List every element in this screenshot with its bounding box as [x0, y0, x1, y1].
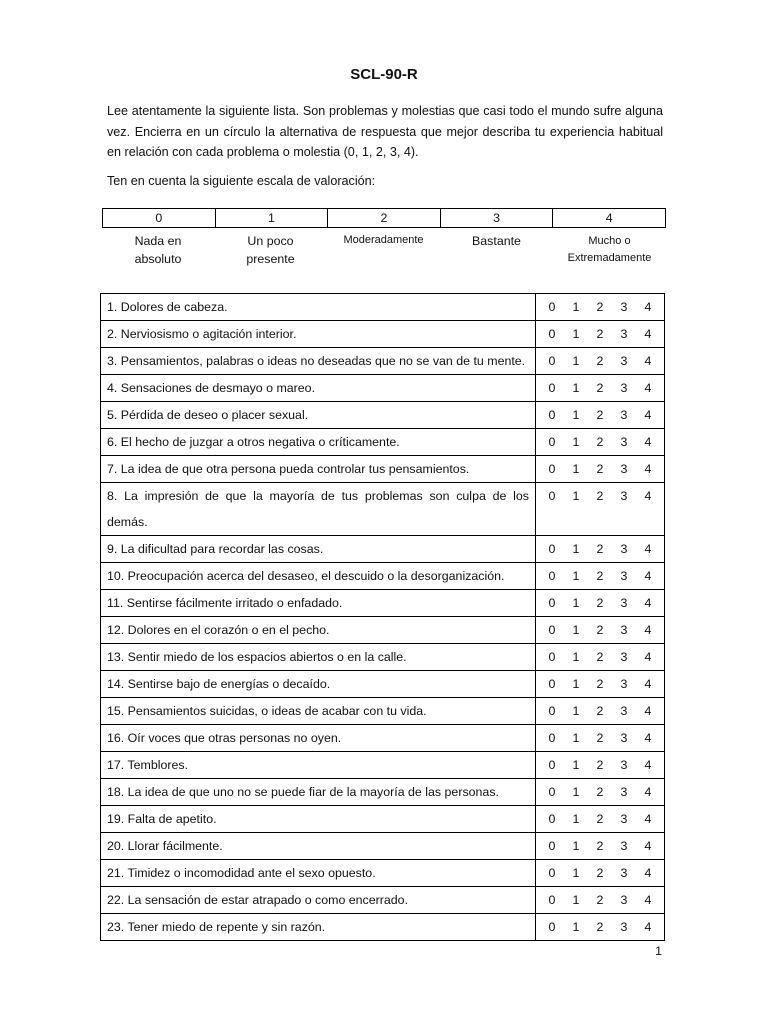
question-text: 16. Oír voces que otras personas no oyen. — [101, 725, 536, 752]
answer-options — [536, 698, 665, 725]
scale-label-3: Bastante — [472, 234, 521, 248]
answer-options — [536, 536, 665, 563]
question-row — [101, 590, 665, 617]
answer-options — [536, 779, 665, 806]
answer-option-2[interactable]: 2 — [596, 920, 604, 934]
question-text: 13. Sentir miedo de los espacios abiertos o en la calle. — [101, 644, 536, 671]
answer-option-4[interactable]: 4 — [644, 785, 652, 799]
answer-option-1[interactable]: 1 — [572, 812, 580, 826]
answer-option-0[interactable]: 0 — [548, 704, 556, 718]
answer-option-4[interactable]: 4 — [644, 489, 652, 503]
answer-option-4[interactable]: 4 — [644, 381, 652, 395]
answer-option-4[interactable]: 4 — [644, 300, 652, 314]
answer-option-4[interactable]: 4 — [644, 677, 652, 691]
question-row — [101, 806, 665, 833]
question-row — [101, 752, 665, 779]
answer-option-1[interactable]: 1 — [572, 408, 580, 422]
answer-options — [536, 429, 665, 456]
question-row — [101, 617, 665, 644]
answer-option-0[interactable]: 0 — [548, 489, 556, 503]
answer-option-0[interactable]: 0 — [548, 381, 556, 395]
answer-option-1[interactable]: 1 — [572, 893, 580, 907]
question-row — [101, 536, 665, 563]
answer-option-1[interactable]: 1 — [572, 623, 580, 637]
scale-number: 4 — [553, 209, 666, 228]
answer-option-4[interactable]: 4 — [644, 354, 652, 368]
page-title: SCL-90-R — [350, 66, 418, 83]
answer-option-0[interactable]: 0 — [548, 866, 556, 880]
answer-option-3[interactable]: 3 — [620, 462, 628, 476]
answer-option-3[interactable]: 3 — [620, 435, 628, 449]
answer-option-2[interactable]: 2 — [596, 785, 604, 799]
scale-label-4: Mucho o Extremadamente — [567, 235, 652, 264]
question-row — [101, 321, 665, 348]
scale-number: 0 — [103, 209, 216, 228]
answer-options — [536, 806, 665, 833]
answer-option-1[interactable]: 1 — [572, 354, 580, 368]
answer-option-0[interactable]: 0 — [548, 354, 556, 368]
answer-option-3[interactable]: 3 — [620, 354, 628, 368]
answer-option-4[interactable]: 4 — [644, 408, 652, 422]
answer-option-2[interactable]: 2 — [596, 462, 604, 476]
question-text: 21. Timidez o incomodidad ante el sexo opuesto. — [101, 860, 536, 887]
answer-option-1[interactable]: 1 — [572, 785, 580, 799]
answer-option-3[interactable]: 3 — [620, 812, 628, 826]
answer-option-2[interactable]: 2 — [596, 300, 604, 314]
question-text: 5. Pérdida de deseo o placer sexual. — [101, 402, 536, 429]
answer-option-3[interactable]: 3 — [620, 866, 628, 880]
answer-option-2[interactable]: 2 — [596, 731, 604, 745]
answer-option-2[interactable]: 2 — [596, 758, 604, 772]
answer-options — [536, 456, 665, 483]
answer-options — [536, 644, 665, 671]
answer-option-3[interactable]: 3 — [620, 542, 628, 556]
question-row — [101, 671, 665, 698]
question-text: 19. Falta de apetito. — [101, 806, 536, 833]
answer-option-4[interactable]: 4 — [644, 758, 652, 772]
answer-option-1[interactable]: 1 — [572, 839, 580, 853]
answer-option-2[interactable]: 2 — [596, 677, 604, 691]
answer-option-2[interactable]: 2 — [596, 812, 604, 826]
answer-option-3[interactable]: 3 — [620, 300, 628, 314]
scale-number: 3 — [440, 209, 553, 228]
answer-option-1[interactable]: 1 — [572, 731, 580, 745]
answer-option-1[interactable]: 1 — [572, 327, 580, 341]
question-row — [101, 779, 665, 806]
answer-option-4[interactable]: 4 — [644, 704, 652, 718]
question-row — [101, 698, 665, 725]
answer-option-4[interactable]: 4 — [644, 650, 652, 664]
answer-option-0[interactable]: 0 — [548, 920, 556, 934]
answer-option-0[interactable]: 0 — [548, 785, 556, 799]
answer-options — [536, 483, 665, 536]
answer-option-2[interactable]: 2 — [596, 704, 604, 718]
scale-label-2: Moderadamente — [343, 234, 424, 246]
answer-option-0[interactable]: 0 — [548, 435, 556, 449]
answer-option-0[interactable]: 0 — [548, 893, 556, 907]
question-text: 1. Dolores de cabeza. — [101, 294, 536, 321]
answer-option-2[interactable]: 2 — [596, 327, 604, 341]
answer-option-0[interactable]: 0 — [548, 623, 556, 637]
scale-label-0: Nada en absoluto — [134, 234, 182, 266]
answer-option-3[interactable]: 3 — [620, 731, 628, 745]
answer-option-1[interactable]: 1 — [572, 462, 580, 476]
answer-option-2[interactable]: 2 — [596, 408, 604, 422]
question-text: 2. Nerviosismo o agitación interior. — [101, 321, 536, 348]
instructions-paragraph: Lee atentamente la siguiente lista. Son problemas y molestias que casi todo el mundo sufre alguna vez. Encierra en un círculo la alternativa de respuesta que mejor describa tu experiencia habitual en relación con cada problema o molestia (0, 1, 2, 3, 4). — [107, 104, 663, 159]
answer-option-0[interactable]: 0 — [548, 569, 556, 583]
page-number: 1 — [655, 944, 662, 958]
answer-option-3[interactable]: 3 — [620, 623, 628, 637]
answer-option-1[interactable]: 1 — [572, 677, 580, 691]
scale-labels-row — [102, 232, 666, 268]
answer-option-4[interactable]: 4 — [644, 327, 652, 341]
answer-option-3[interactable]: 3 — [620, 677, 628, 691]
question-text: 22. La sensación de estar atrapado o como encerrado. — [101, 887, 536, 914]
answer-options — [536, 321, 665, 348]
answer-option-0[interactable]: 0 — [548, 839, 556, 853]
scale-label-1: Un poco presente — [246, 234, 295, 266]
answer-option-2[interactable]: 2 — [596, 893, 604, 907]
answer-option-3[interactable]: 3 — [620, 569, 628, 583]
answer-options — [536, 402, 665, 429]
answer-options — [536, 914, 665, 941]
question-text: 9. La dificultad para recordar las cosas. — [101, 536, 536, 563]
answer-option-2[interactable]: 2 — [596, 839, 604, 853]
answer-option-0[interactable]: 0 — [548, 327, 556, 341]
answer-option-2[interactable]: 2 — [596, 596, 604, 610]
question-text: 6. El hecho de juzgar a otros negativa o críticamente. — [101, 429, 536, 456]
answer-option-0[interactable]: 0 — [548, 731, 556, 745]
question-text: 3. Pensamientos, palabras o ideas no deseadas que no se van de tu mente. — [101, 348, 536, 375]
question-text: 8. La impresión de que la mayoría de tus problemas son culpa de los demás. — [101, 483, 536, 536]
answer-option-1[interactable]: 1 — [572, 650, 580, 664]
answer-option-1[interactable]: 1 — [572, 489, 580, 503]
question-row — [101, 348, 665, 375]
answer-option-2[interactable]: 2 — [596, 866, 604, 880]
answer-option-3[interactable]: 3 — [620, 489, 628, 503]
question-text: 20. Llorar fácilmente. — [101, 833, 536, 860]
answer-option-4[interactable]: 4 — [644, 893, 652, 907]
answer-option-2[interactable]: 2 — [596, 623, 604, 637]
question-text: 15. Pensamientos suicidas, o ideas de acabar con tu vida. — [101, 698, 536, 725]
question-text: 4. Sensaciones de desmayo o mareo. — [101, 375, 536, 402]
answer-options — [536, 833, 665, 860]
answer-option-3[interactable]: 3 — [620, 839, 628, 853]
answer-option-3[interactable]: 3 — [620, 785, 628, 799]
answer-option-3[interactable]: 3 — [620, 596, 628, 610]
answer-option-4[interactable]: 4 — [644, 542, 652, 556]
scale-number: 2 — [328, 209, 441, 228]
question-text: 18. La idea de que uno no se puede fiar de la mayoría de las personas. — [101, 779, 536, 806]
question-row — [101, 294, 665, 321]
question-row — [101, 644, 665, 671]
answer-option-4[interactable]: 4 — [644, 731, 652, 745]
answer-options — [536, 294, 665, 321]
answer-option-3[interactable]: 3 — [620, 893, 628, 907]
answer-options — [536, 725, 665, 752]
question-row — [101, 563, 665, 590]
answer-option-0[interactable]: 0 — [548, 462, 556, 476]
question-text: 10. Preocupación acerca del desaseo, el descuido o la desorganización. — [101, 563, 536, 590]
answer-options — [536, 563, 665, 590]
scale-instruction: Ten en cuenta la siguiente escala de valoración: — [107, 174, 376, 188]
question-row — [101, 429, 665, 456]
questionnaire-table — [100, 293, 665, 941]
answer-option-0[interactable]: 0 — [548, 758, 556, 772]
answer-option-3[interactable]: 3 — [620, 408, 628, 422]
answer-option-3[interactable]: 3 — [620, 758, 628, 772]
answer-option-2[interactable]: 2 — [596, 542, 604, 556]
question-text: 17. Temblores. — [101, 752, 536, 779]
answer-option-2[interactable]: 2 — [596, 354, 604, 368]
answer-options — [536, 590, 665, 617]
rating-scale-table — [102, 208, 666, 228]
question-row — [101, 833, 665, 860]
question-row — [101, 860, 665, 887]
answer-option-1[interactable]: 1 — [572, 704, 580, 718]
answer-option-4[interactable]: 4 — [644, 435, 652, 449]
question-row — [101, 914, 665, 941]
answer-options — [536, 860, 665, 887]
answer-options — [536, 617, 665, 644]
answer-option-4[interactable]: 4 — [644, 839, 652, 853]
answer-option-1[interactable]: 1 — [572, 569, 580, 583]
answer-option-1[interactable]: 1 — [572, 866, 580, 880]
question-row — [101, 375, 665, 402]
answer-option-0[interactable]: 0 — [548, 542, 556, 556]
answer-options — [536, 671, 665, 698]
answer-option-2[interactable]: 2 — [596, 381, 604, 395]
question-row — [101, 887, 665, 914]
scale-number: 1 — [215, 209, 328, 228]
answer-options — [536, 887, 665, 914]
question-text: 23. Tener miedo de repente y sin razón. — [101, 914, 536, 941]
question-row — [101, 725, 665, 752]
question-text: 7. La idea de que otra persona pueda controlar tus pensamientos. — [101, 456, 536, 483]
answer-option-1[interactable]: 1 — [572, 381, 580, 395]
answer-option-4[interactable]: 4 — [644, 920, 652, 934]
question-row — [101, 402, 665, 429]
answer-option-0[interactable]: 0 — [548, 300, 556, 314]
answer-option-2[interactable]: 2 — [596, 489, 604, 503]
answer-option-4[interactable]: 4 — [644, 462, 652, 476]
answer-options — [536, 375, 665, 402]
question-row — [101, 456, 665, 483]
question-text: 12. Dolores en el corazón o en el pecho. — [101, 617, 536, 644]
answer-option-3[interactable]: 3 — [620, 920, 628, 934]
answer-option-1[interactable]: 1 — [572, 920, 580, 934]
answer-option-0[interactable]: 0 — [548, 812, 556, 826]
answer-option-3[interactable]: 3 — [620, 381, 628, 395]
answer-option-3[interactable]: 3 — [620, 704, 628, 718]
question-text: 11. Sentirse fácilmente irritado o enfadado. — [101, 590, 536, 617]
answer-option-1[interactable]: 1 — [572, 596, 580, 610]
answer-option-4[interactable]: 4 — [644, 596, 652, 610]
answer-option-0[interactable]: 0 — [548, 677, 556, 691]
answer-option-1[interactable]: 1 — [572, 542, 580, 556]
answer-option-1[interactable]: 1 — [572, 435, 580, 449]
answer-option-0[interactable]: 0 — [548, 596, 556, 610]
answer-option-4[interactable]: 4 — [644, 569, 652, 583]
answer-option-2[interactable]: 2 — [596, 435, 604, 449]
answer-option-2[interactable]: 2 — [596, 650, 604, 664]
scale-numbers-row — [103, 209, 666, 228]
answer-option-3[interactable]: 3 — [620, 327, 628, 341]
answer-option-1[interactable]: 1 — [572, 758, 580, 772]
answer-option-4[interactable]: 4 — [644, 866, 652, 880]
answer-option-3[interactable]: 3 — [620, 650, 628, 664]
answer-option-0[interactable]: 0 — [548, 408, 556, 422]
answer-option-1[interactable]: 1 — [572, 300, 580, 314]
answer-option-0[interactable]: 0 — [548, 650, 556, 664]
question-row — [101, 483, 665, 536]
answer-option-4[interactable]: 4 — [644, 623, 652, 637]
answer-options — [536, 752, 665, 779]
answer-option-2[interactable]: 2 — [596, 569, 604, 583]
question-text: 14. Sentirse bajo de energías o decaído. — [101, 671, 536, 698]
answer-options — [536, 348, 665, 375]
answer-option-4[interactable]: 4 — [644, 812, 652, 826]
